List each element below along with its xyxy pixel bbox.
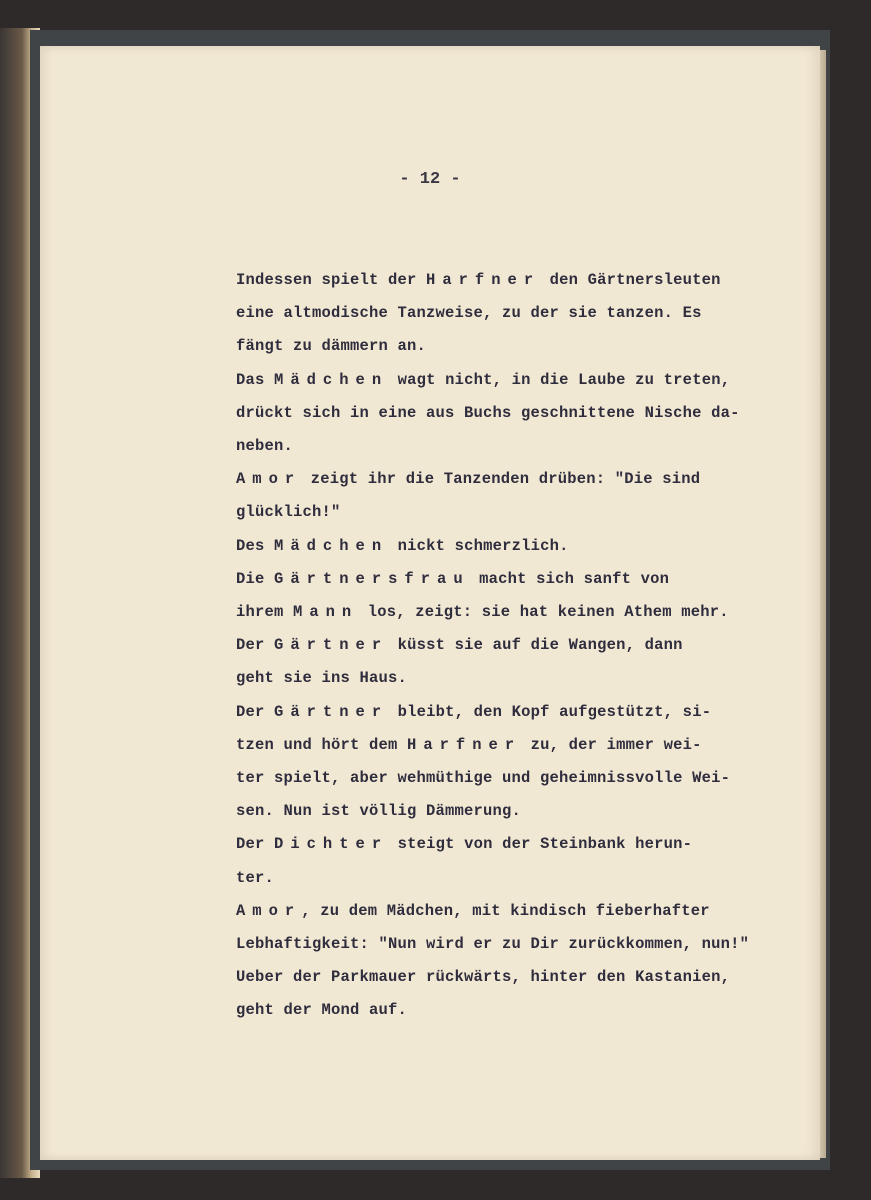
text-segment: drückt sich in eine aus Buchs geschnittene Nische da-	[236, 403, 740, 422]
text-segment: Der	[236, 702, 275, 721]
text-line	[236, 895, 776, 928]
text-line	[236, 961, 776, 994]
text-line	[236, 629, 776, 662]
manuscript-page	[40, 46, 820, 1160]
spaced-character-name: Amor	[236, 901, 302, 920]
text-segment: eine altmodische Tanzweise, zu der sie tanzen. Es	[236, 304, 702, 323]
text-line	[236, 430, 776, 463]
text-segment: Der	[236, 636, 275, 655]
spaced-character-name: Harfner	[426, 271, 541, 289]
text-segment: fängt zu dämmern an.	[236, 337, 427, 356]
text-line	[236, 729, 776, 762]
text-line	[236, 563, 776, 596]
text-segment: Ueber der Parkmauer rückwärts, hinter den Kastanien,	[236, 968, 731, 987]
text-line	[236, 696, 776, 729]
text-line	[236, 463, 776, 496]
text-segment: neben.	[236, 437, 294, 456]
text-segment: Lebhaftigkeit: "Nun wird er zu Dir zurückkommen, nun!"	[236, 935, 750, 954]
text-segment: nickt schmerzlich.	[388, 536, 569, 555]
text-segment: zu, der immer wei-	[521, 735, 702, 754]
text-line	[236, 264, 776, 297]
text-segment: ter.	[236, 868, 275, 887]
text-segment: küsst sie auf die Wangen, dann	[388, 636, 683, 655]
text-line	[236, 828, 776, 861]
text-line	[236, 662, 776, 695]
text-line	[236, 994, 776, 1027]
text-segment: los, zeigt: sie hat keinen Athem mehr.	[358, 603, 729, 622]
text-segment: macht sich sanft von	[469, 569, 670, 588]
text-line	[236, 862, 776, 895]
text-line	[236, 928, 776, 961]
spaced-character-name: Mann	[293, 603, 359, 622]
text-line	[236, 397, 776, 430]
text-line	[236, 596, 776, 629]
text-segment: steigt von der Steinbank herun-	[388, 835, 693, 854]
text-segment: Der	[236, 835, 275, 854]
text-segment: den Gärtnersleuten	[540, 271, 721, 289]
text-segment: Des	[236, 536, 275, 555]
text-segment: tzen und hört dem	[236, 735, 408, 754]
text-segment: wagt nicht, in die Laube zu treten,	[388, 370, 731, 389]
spaced-character-name: Gärtnersfrau	[274, 569, 470, 588]
spaced-character-name: Mädchen	[274, 370, 389, 389]
text-line	[236, 795, 776, 828]
text-segment: ter spielt, aber wehmüthige und geheimnissvolle Wei-	[236, 769, 731, 788]
spaced-character-name: Mädchen	[274, 536, 389, 555]
text-segment: Indessen spielt der	[236, 271, 427, 289]
text-line	[236, 297, 776, 330]
spaced-character-name: Dichter	[274, 835, 389, 854]
text-segment: bleibt, den Kopf aufgestützt, si-	[388, 702, 712, 721]
text-segment: ihrem	[236, 603, 294, 622]
text-line	[236, 530, 776, 563]
text-line	[236, 364, 776, 397]
text-line	[236, 496, 776, 529]
text-segment: zeigt ihr die Tanzenden drüben: "Die sind	[301, 470, 701, 489]
text-line	[236, 762, 776, 795]
text-segment: geht der Mond auf.	[236, 1001, 408, 1020]
text-segment: sen. Nun ist völlig Dämmerung.	[236, 802, 522, 821]
text-segment: Die	[236, 569, 275, 588]
page-number: - 12 -	[399, 170, 461, 189]
spaced-character-name: Amor	[236, 470, 302, 489]
text-line	[236, 330, 776, 363]
text-segment: , zu dem Mädchen, mit kindisch fieberhafter	[301, 901, 710, 920]
spaced-character-name: Harfner	[407, 735, 522, 754]
spaced-character-name: Gärtner	[274, 702, 389, 721]
spaced-character-name: Gärtner	[274, 636, 389, 655]
text-segment: geht sie ins Haus.	[236, 669, 408, 688]
typewritten-text	[236, 264, 776, 1028]
text-segment: glücklich!"	[236, 503, 341, 522]
text-segment: Das	[236, 370, 275, 389]
